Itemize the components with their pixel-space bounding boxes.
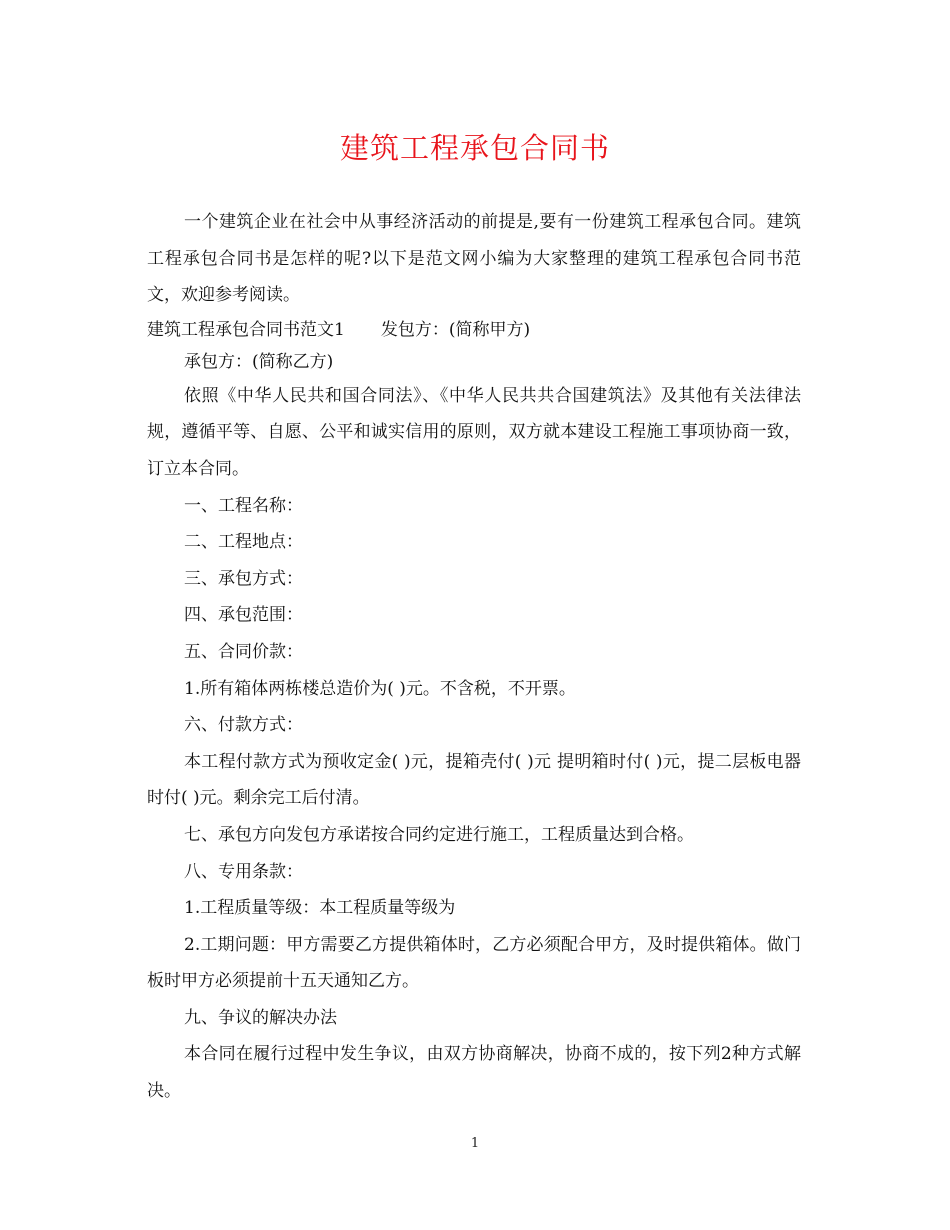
page-number: 1 — [470, 1136, 480, 1151]
clause-item: 三、承包方式： — [184, 568, 303, 589]
clause-item: 五、合同价款： — [184, 641, 303, 662]
intro-paragraph: 一个建筑企业在社会中从事经济活动的前提是,要有一份建筑工程承包合同。建筑工程承包合同书是怎样的呢?以下是范文网小编为大家整理的建筑工程承包合同书范文，欢迎参考阅读。 — [147, 212, 801, 306]
clause-item: 六、付款方式： — [184, 715, 303, 736]
clause-item: 2.工期问题：甲方需要乙方提供箱体时，乙方必须配合甲方，及时提供箱体。做门板时甲方必须提前十五天通知乙方。 — [147, 934, 801, 992]
clause-item: 本工程付款方式为预收定金( )元，提箱壳付( )元 提明箱时付( )元，提二层板电器时付( )元。剩余完工后付清。 — [147, 751, 801, 809]
party-b: 承包方：(简称乙方) — [184, 351, 334, 372]
party-a: 发包方：(简称甲方) — [380, 319, 531, 340]
clause-item: 1.工程质量等级：本工程质量等级为 — [184, 898, 456, 919]
clause-item: 九、争议的解决办法 — [184, 1007, 337, 1028]
document-title: 建筑工程承包合同书 — [339, 131, 610, 165]
basis-paragraph: 依照《中华人民共和国合同法》、《中华人民共共合国建筑法》及其他有关法律法规，遵循平等、自愿、公平和诚实信用的原则，双方就本建设工程施工事项协商一致，订立本合同。 — [147, 385, 801, 479]
clause-item: 二、工程地点： — [184, 532, 303, 553]
clause-item: 四、承包范围： — [184, 605, 303, 626]
clause-item: 1.所有箱体两栋楼总造价为( )元。不含税，不开票。 — [184, 678, 576, 699]
clause-item: 一、工程名称： — [184, 495, 303, 516]
clause-item: 八、专用条款： — [184, 861, 303, 882]
clause-item: 本合同在履行过程中发生争议，由双方协商解决，协商不成的，按下列2种方式解决。 — [147, 1044, 801, 1102]
sample-heading-line — [147, 314, 801, 346]
document-body — [147, 204, 801, 1110]
clause-item: 七、承包方向发包方承诺按合同约定进行施工，工程质量达到合格。 — [184, 824, 694, 845]
sample-heading: 建筑工程承包合同书范文1 — [147, 319, 345, 340]
